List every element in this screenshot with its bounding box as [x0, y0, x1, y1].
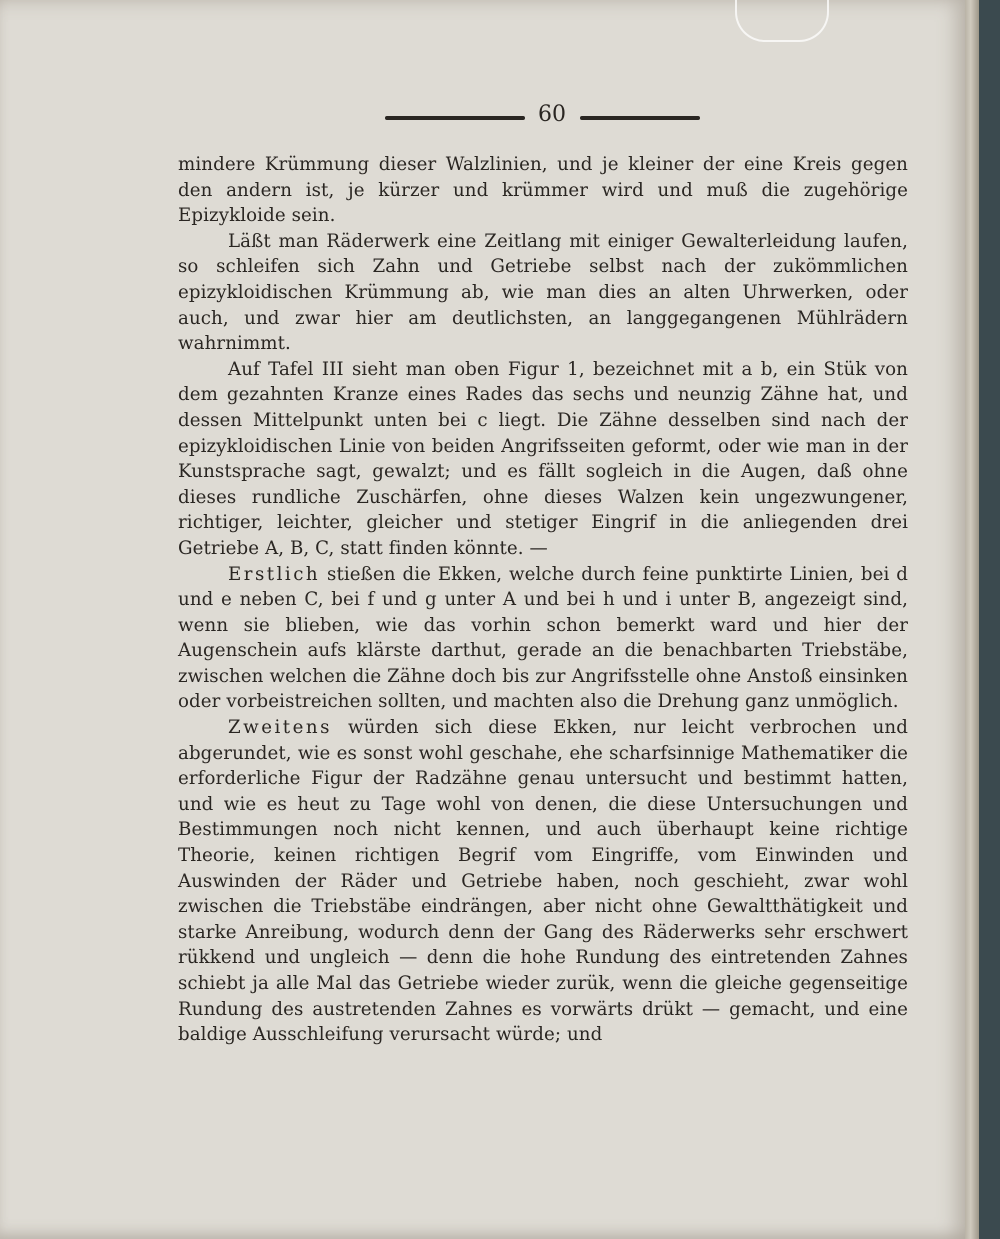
paragraph-2-text: Läßt man Räderwerk eine Zeitlang mit einiger Gewalterleidung laufen, so schleifen sich Zahn und Getriebe selbst nach der zukömmlichen epizykloidischen Krümmung ab, wie man dies an alten Uhrwerken, oder auch, und zwar hier am deutlichsten, an langgegangenen Mühlrädern wahrnimmt. [178, 230, 908, 355]
page-edge [965, 0, 979, 1239]
paragraph-5 [178, 715, 908, 1048]
paragraph-5-text: würden sich diese Ekken, nur leicht verbrochen und abgerundet, wie es sonst wohl geschahe, ehe scharfsinnige Mathematiker die erforderliche Figur der Radzähne genau untersucht und bestimmt hatten, und wie es heut zu Tage wohl von denen, die diese Untersuchungen und Bestimmungen noch nicht kennen, und auch überhaupt keine richtige Theorie, keinen richtigen Begrif vom Eingriffe, vom Einwinden und Auswinden der Räder und Getriebe haben, noch geschieht, zwar wohl zwischen die Triebstäbe eindrängen, aber nicht ohne Gewaltthätigkeit und starke Anreibung, wodurch denn der Gang des Räderwerks sehr erschwert rükkend und ungleich — denn die hohe Rundung des eintretenden Zahnes schiebt ja alle Mal das Getriebe wieder zurük, wenn die gleiche gegenseitige Rundung des austretenden Zahnes es vorwärts drükt — gemacht, und eine baldige Ausschleifung verursacht würde; und [178, 717, 908, 1046]
paragraph-4-lead: Erstlich [228, 563, 321, 585]
paragraph-5-lead: Zweitens [228, 717, 332, 739]
paragraph-3 [178, 357, 908, 562]
paragraph-3-text: Auf Tafel III sieht man oben Figur 1, bezeichnet mit a b, ein Stük von dem gezahnten Kranze eines Rades das sechs und neunzig Zähne hat, und dessen Mittelpunkt unten bei c liegt. Die Zähne desselben sind nach der epizykloidischen Linie von beiden Angrifsseiten geformt, oder wie man in der Kunstsprache sagt, gewalzt; und es fällt sogleich in die Augen, daß ohne dieses rundliche Zuschärfen, ohne dieses Walzen kein ungezwungener, richtiger, leichter, gleicher und stetiger Eingrif in die anliegenden drei Getriebe A, B, C, statt finden könnte. — [178, 358, 908, 559]
paragraph-1 [178, 152, 908, 229]
paragraph-4-text: stießen die Ekken, welche durch feine punktirte Linien, bei d und e neben C, bei f und g unter A und bei h und i unter B, angezeigt sind, wenn sie blieben, wie das vorhin schon bemerkt ward und hier der Augenschein aufs klärste darthut, gerade an die benachbarten Triebstäbe, zwischen welchen die Zähne doch bis zur Angrifsstelle ohne Anstoß einsinken oder vorbeistreichen sollten, und machten also die Drehung ganz unmöglich. [178, 563, 908, 713]
body-text [178, 152, 908, 1048]
header-rule-right [580, 116, 700, 120]
page-clip [735, 0, 829, 42]
paragraph-2 [178, 229, 908, 357]
page-number: 60 [538, 102, 566, 127]
page-header [0, 98, 970, 138]
paragraph-1-text: mindere Krümmung dieser Walzlinien, und je kleiner der eine Kreis gegen den andern ist, je kürzer und krümmer wird und muß die zugehörige Epizykloide sein. [178, 154, 908, 227]
paragraph-4 [178, 562, 908, 716]
header-rule-left [385, 116, 525, 120]
